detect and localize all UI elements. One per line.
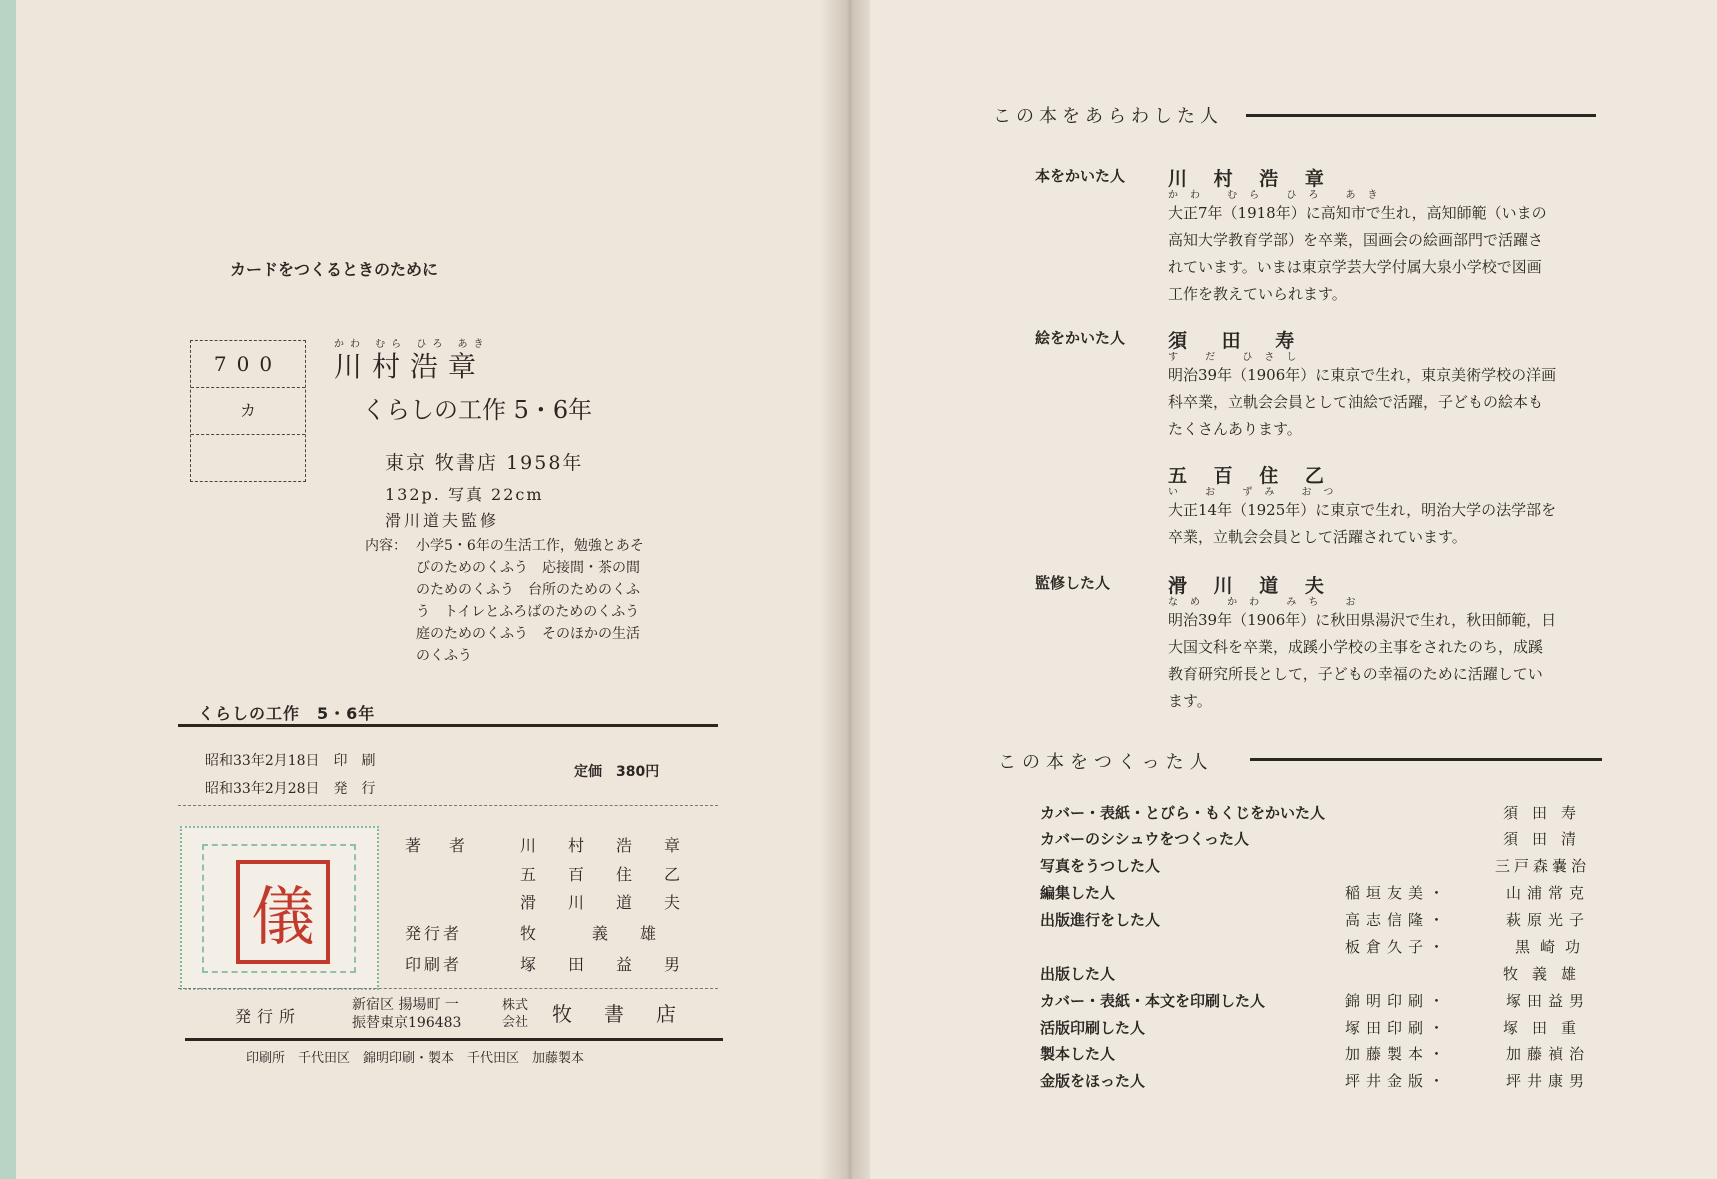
credit-row: 出版進行をした人 高志信隆・ 萩原光子 xyxy=(1040,911,1590,929)
colophon-rule xyxy=(178,724,718,727)
contents-line: びのためのくふう 応接間・茶の間 xyxy=(416,560,640,576)
illustrator-ruby: す だ ひさし xyxy=(1168,352,1309,363)
printer-label: 印刷者 xyxy=(405,955,463,974)
supervisor-role: 監修した人 xyxy=(1035,574,1111,592)
contents-line: 庭のためのくふう そのほかの生活 xyxy=(416,626,640,642)
contents-label: 内容： xyxy=(365,538,407,554)
company-type: 会社 xyxy=(502,1015,529,1030)
catalog-publication: 東京 牧書店 1958年 xyxy=(385,452,584,474)
credit-row: 出版した人 牧義雄 xyxy=(1040,965,1590,983)
contents-line: う トイレとふろばのためのくふう xyxy=(416,604,640,620)
author-bio: 大正7年（1918年）に高知市で生れ，高知師範（いまの 高知大学教育学部）を卒業，国画会の絵画部門で活躍さ れています。いまは東京学芸大学付属大泉小学校で図画 工作を教えていられます。 xyxy=(1168,204,1547,303)
illustrator-bio: 大正14年（1925年）に東京で生れ，明治大学の法学部を 卒業，立軌会会員として活躍されています。 xyxy=(1168,501,1557,546)
author-label: 著 者 xyxy=(405,836,472,855)
publisher-transfer-account: 振替東京196483 xyxy=(352,1015,462,1031)
authors-heading: この本をあらわした人 xyxy=(993,106,1223,127)
heading-rule xyxy=(1246,114,1596,117)
catalog-call-number-box xyxy=(190,340,306,482)
author-name: 五 百 住 乙 xyxy=(520,865,689,884)
publisher-person-label: 発行者 xyxy=(405,924,463,943)
author-ruby: かわ むら ひろ あき xyxy=(334,339,490,350)
author-name: 滑 川 道 夫 xyxy=(520,893,689,912)
illustrator-ruby: い お ずみ おつ xyxy=(1168,487,1346,498)
left-page xyxy=(0,0,840,1179)
contents-line: のためのくふう 台所のためのくふ xyxy=(416,582,640,598)
publisher-person-name: 牧 義 雄 xyxy=(520,924,665,943)
illustrator-name: 須 田 寿 xyxy=(1168,330,1309,352)
publisher-label: 発行所 xyxy=(235,1007,302,1026)
publisher-address: 新宿区 揚場町 一 xyxy=(352,997,459,1013)
contents-line: 小学5・6年の生活工作，勉強とあそ xyxy=(416,538,644,554)
illustrator-role: 絵をかいた人 xyxy=(1035,329,1126,347)
author-name: 川 村 浩 章 xyxy=(520,836,689,855)
credit-row: 編集した人 稲垣友美・ 山浦常克 xyxy=(1040,884,1590,902)
contents-line: のくふう xyxy=(416,648,472,664)
heading-rule xyxy=(1250,758,1602,761)
author-initial: カ xyxy=(191,388,305,435)
catalog-supervisor: 滑川道夫監修 xyxy=(385,511,500,530)
seal-stamp: 儀 xyxy=(236,860,330,964)
inspection-stamp-paper xyxy=(180,826,379,990)
issue-date: 昭和33年2月28日 発 行 xyxy=(205,781,376,797)
credit-row: カバーのシシュウをつくった人 須田清 xyxy=(1040,830,1590,848)
makers-heading: この本をつくった人 xyxy=(998,752,1214,773)
catalog-title: くらしの工作 5・6年 xyxy=(362,396,593,424)
credit-row: 金版をほった人 坪井金版・ 坪井康男 xyxy=(1040,1072,1590,1090)
credit-row: カバー・表紙・とびら・もくじをかいた人 須田寿 xyxy=(1040,804,1590,822)
price: 定価 380円 xyxy=(574,764,660,780)
supervisor-ruby: なめ かわ みち お xyxy=(1168,597,1368,608)
classification-number: 700 xyxy=(191,341,305,388)
publisher-name: 牧 書 店 xyxy=(552,1002,682,1026)
author-role: 本をかいた人 xyxy=(1035,167,1126,185)
print-date: 昭和33年2月18日 印 刷 xyxy=(205,753,376,769)
colophon-divider xyxy=(178,988,718,989)
supervisor-bio: 明治39年（1906年）に秋田県湯沢で生れ，秋田師範，日 大国文科を卒業，成蹊小学校の主事をされたのち，成蹊 教育研究所長として，子どもの幸福のために活躍してい ます。 xyxy=(1168,611,1557,710)
credit-row: 活版印刷した人 塚田印刷・ 塚田重 xyxy=(1040,1019,1590,1037)
colophon-divider xyxy=(178,805,718,806)
printer-name: 塚 田 益 男 xyxy=(520,955,689,974)
colophon-title: くらしの工作 5・6年 xyxy=(198,704,376,723)
author-name: 川 村 浩 章 xyxy=(1168,168,1334,190)
printer-footer: 印刷所 千代田区 錦明印刷・製本 千代田区 加藤製本 xyxy=(246,1051,585,1066)
catalog-physical: 132p. 写真 22cm xyxy=(385,485,544,504)
credit-row: 製本した人 加藤製本・ 加藤禎治 xyxy=(1040,1045,1590,1063)
card-heading: カードをつくるときのために xyxy=(230,260,439,279)
credit-row: 写真をうつした人 三戸森嚢治 xyxy=(1040,857,1590,875)
illustrator-bio: 明治39年（1906年）に東京で生れ，東京美術学校の洋画 科卒業，立軌会会員として油絵で活躍，子どもの絵本も たくさんあります。 xyxy=(1168,366,1557,438)
page-edge-binding xyxy=(0,0,16,1179)
credit-row: 板倉久子・ 黒崎功 xyxy=(1344,938,1590,956)
contents-list xyxy=(416,535,644,667)
catalog-author: 川村浩章 xyxy=(334,350,487,383)
author-ruby: かわ むら ひろ あき xyxy=(1168,190,1390,201)
colophon-rule xyxy=(185,1038,723,1041)
credit-row: カバー・表紙・本文を印刷した人 錦明印刷・ 塚田益男 xyxy=(1040,992,1590,1010)
supervisor-name: 滑 川 道 夫 xyxy=(1168,575,1334,597)
company-type: 株式 xyxy=(502,998,529,1013)
illustrator-name: 五 百 住 乙 xyxy=(1168,465,1334,487)
